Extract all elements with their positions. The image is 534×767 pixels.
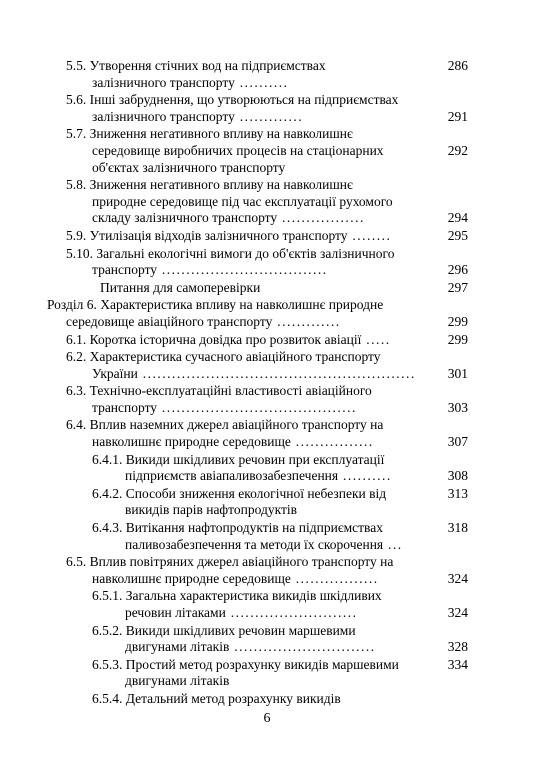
- toc-entry-title-line: залізничного транспорту: [92, 108, 235, 124]
- toc-entry: [0, 520, 534, 553]
- toc-entry-page-number: 296: [447, 262, 468, 278]
- toc-entry-title-line: 6.5. Вплив повітряних джерел авіаційного транспорту на: [66, 554, 394, 570]
- toc-entry: [0, 554, 534, 587]
- toc-entry: [0, 623, 534, 656]
- toc-entry-title-line: паливозабезпечення та методи їх скорочення: [125, 536, 384, 552]
- toc-entry-page-number: 286: [447, 58, 468, 73]
- toc-entry-title-line: 6.5.2. Викиди шкідливих речовин маршевими: [92, 622, 356, 638]
- toc-entry-title-line: 5.10. Загальні екологічні вимоги до об'єктів залізничного: [66, 245, 395, 261]
- toc-entry: [0, 332, 534, 349]
- table-of-contents: [0, 58, 534, 709]
- toc-entry: [0, 588, 534, 621]
- toc-entry-title-line: 5.6. Інші забруднення, що утворюються на підприємствах: [66, 92, 399, 108]
- toc-entry-title-line: 6.5.1. Загальна характеристика викидів шкідливих: [92, 588, 382, 604]
- dot-leader: .....: [361, 331, 391, 347]
- toc-entry: [0, 657, 534, 690]
- toc-entry: [0, 228, 534, 245]
- dot-leader: ...: [383, 536, 403, 552]
- toc-entry-page-number: 299: [447, 313, 468, 329]
- toc-entry-title-line: середовище виробничих процесів на стаціонарних: [92, 142, 384, 158]
- toc-entry: [0, 452, 534, 485]
- toc-entry-title-line: 6.5.4. Детальний метод розрахунку викидів: [92, 690, 341, 706]
- toc-entry-page-number: 328: [447, 639, 468, 655]
- toc-entry: [0, 297, 534, 330]
- toc-entry-title-line: навколишнє природне середовище: [92, 570, 291, 586]
- toc-entry-title-line: викидів парів нафтопродуктів: [125, 502, 298, 518]
- toc-entry-title-line: України: [92, 365, 138, 381]
- dot-leader: ........................................................: [137, 365, 416, 381]
- toc-entry: [0, 177, 534, 227]
- toc-entry-title-line: 6.2. Характеристика сучасного авіаційного транспорту: [66, 349, 381, 365]
- toc-entry: [0, 691, 534, 708]
- toc-entry-title-line: природне середовище під час експлуатації рухомого: [92, 193, 393, 209]
- toc-entry-title-line: 5.7. Зниження негативного впливу на навколишнє: [66, 126, 353, 142]
- toc-entry-page-number: 295: [447, 227, 468, 243]
- toc-entry: [0, 92, 534, 125]
- dot-leader: .................: [290, 570, 379, 586]
- toc-entry-title-line: підприємств авіапаливозабезпечення: [125, 468, 339, 484]
- toc-entry-page-number: 318: [447, 520, 468, 536]
- toc-entry-page-number: 297: [447, 279, 468, 295]
- toc-entry-title-line: речовин літаками: [125, 605, 226, 620]
- dot-leader: ................: [290, 434, 374, 450]
- toc-entry-page-number: 324: [447, 605, 468, 620]
- toc-entry-title-line: 6.1. Коротка історична довідка про розвиток авіації: [66, 331, 362, 347]
- toc-entry: [0, 246, 534, 279]
- dot-leader: .................: [277, 210, 365, 226]
- toc-entry-page-number: 334: [447, 656, 468, 672]
- toc-entry-title-line: 5.8. Зниження негативного впливу на навколишнє: [66, 177, 353, 193]
- toc-entry-title-line: навколишнє природне середовище: [92, 434, 291, 450]
- toc-entry-page-number: 307: [447, 434, 468, 450]
- toc-entry: [0, 58, 534, 91]
- toc-entry-title-line: транспорту: [92, 399, 158, 415]
- toc-entry-page-number: 299: [447, 331, 468, 347]
- dot-leader: .............................: [229, 639, 376, 655]
- toc-entry-title-line: 6.3. Технічно-експлуатаційні властивості авіаційного: [66, 383, 372, 399]
- dot-leader: ........: [347, 227, 392, 243]
- toc-entry-page-number: 292: [447, 142, 468, 158]
- toc-entry-title-line: двигунами літаків: [125, 639, 230, 655]
- page-number: 6: [263, 711, 271, 726]
- toc-entry: [0, 349, 534, 382]
- toc-entry-page-number: 303: [447, 399, 468, 415]
- toc-entry-title-line: 6.4.2. Способи зниження екологічної небезпеки від: [92, 485, 387, 501]
- toc-entry: [0, 486, 534, 519]
- toc-entry-title-line: об'єктах залізничного транспорту: [92, 159, 286, 175]
- dot-leader: ..........: [234, 74, 289, 90]
- dot-leader: ..........: [338, 468, 392, 484]
- toc-entry-page-number: 291: [447, 108, 468, 124]
- toc-entry-title-line: транспорту: [92, 262, 158, 278]
- toc-entry-title-line: складу залізничного транспорту: [92, 210, 278, 226]
- toc-entry-title-line: Розділ 6. Характеристика впливу на навколишнє природне: [47, 297, 384, 313]
- dot-leader: ..........................: [225, 605, 358, 620]
- toc-entry-title-line: 5.5. Утворення стічних вод на підприємствах: [66, 58, 326, 73]
- toc-entry-title-line: середовище авіаційного транспорту: [66, 313, 273, 329]
- toc-entry-title-line: 6.4.3. Витікання нафтопродуктів на підприємствах: [92, 520, 383, 536]
- toc-entry: [0, 280, 534, 297]
- dot-leader: ..................................: [157, 262, 328, 278]
- toc-entry-page-number: 324: [447, 570, 468, 586]
- toc-entry-title-line: двигунами літаків: [125, 673, 230, 689]
- toc-entry-page-number: 294: [447, 210, 468, 226]
- toc-entry-title-line: Питання для самоперевірки: [100, 279, 261, 295]
- toc-entry-title-line: залізничного транспорту: [92, 74, 235, 90]
- toc-entry-page-number: 313: [447, 485, 468, 501]
- dot-leader: .............: [272, 313, 341, 329]
- dot-leader: .............: [234, 108, 304, 124]
- toc-entry-page-number: 301: [447, 365, 468, 381]
- toc-entry-page-number: 308: [447, 468, 468, 484]
- toc-entry: [0, 126, 534, 176]
- toc-entry: [0, 417, 534, 450]
- dot-leader: ........................................: [157, 399, 357, 415]
- toc-entry-title-line: 5.9. Утилізація відходів залізничного транспорту: [66, 227, 348, 243]
- toc-entry-title-line: 6.5.3. Простий метод розрахунку викидів маршевими: [92, 656, 399, 672]
- toc-entry-title-line: 6.4.1. Викиди шкідливих речовин при експлуатації: [92, 451, 385, 467]
- toc-entry-title-line: 6.4. Вплив наземних джерел авіаційного транспорту на: [66, 417, 384, 433]
- toc-entry: [0, 383, 534, 416]
